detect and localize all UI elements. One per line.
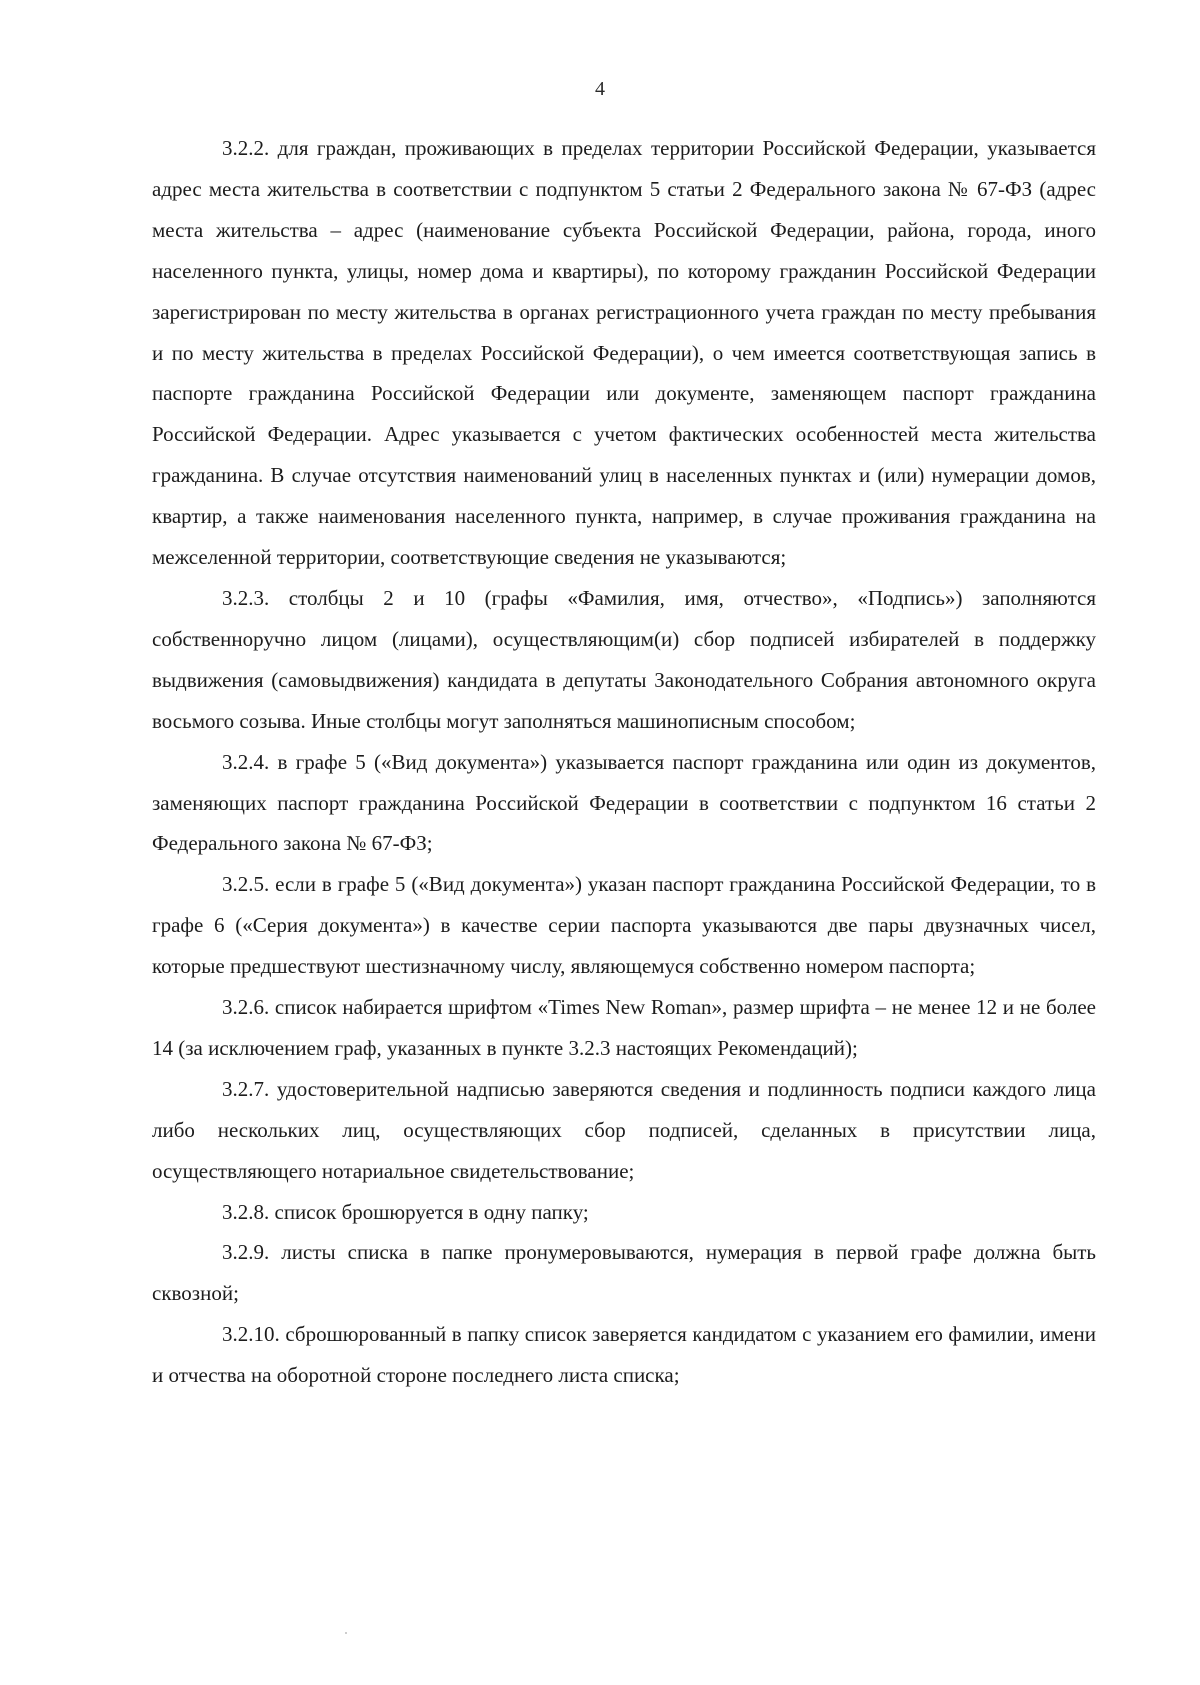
paragraph-3-2-5: 3.2.5. если в графе 5 («Вид документа») указан паспорт гражданина Российской Федерации, то в графе 6 («Серия документа») в качестве серии паспорта указываются две пары двузначных чисел, которые предшествуют шестизначному числу, являющемуся собственно номером паспорта; <box>152 872 1096 979</box>
paragraph-3-2-9: 3.2.9. листы списка в папке пронумеровываются, нумерация в первой графе должна быть сквозной; <box>152 1240 1096 1306</box>
paragraph-3-2-10: 3.2.10. сброшюрованный в папку список заверяется кандидатом с указанием его фамилии, имени и отчества на оборотной стороне последнего листа списка; <box>152 1322 1096 1388</box>
paragraph-3-2-8: 3.2.8. список брошюруется в одну папку; <box>222 1199 589 1224</box>
paragraph-3-2-3: 3.2.3. столбцы 2 и 10 (графы «Фамилия, имя, отчество», «Подпись») заполняются собственноручно лицом (лицами), осуществляющим(и) сбор подписей избирателей в поддержку выдвижения (самовыдвижения) кандидата в депутаты Законодательного Собрания автономного округа восьмого созыва. Иные столбцы могут заполняться машинописным способом; <box>152 585 1096 733</box>
paragraph-3-2-7: 3.2.7. удостоверительной надписью заверяются сведения и подлинность подписи каждого лица либо нескольких лиц, осуществляющих сбор подписей, сделанных в присутствии лица, осуществляющего нотариальное свидетельствование; <box>152 1076 1096 1183</box>
paragraph-3-2-2: 3.2.2. для граждан, проживающих в пределах территории Российской Федерации, указывается адрес места жительства в соответствии с подпунктом 5 статьи 2 Федерального закона № 67-ФЗ (адрес места жительства – адрес (наименование субъекта Российской Федерации, района, города, иного населенного пункта, улицы, номер дома и квартиры), по которому гражданин Российской Федерации зарегистрирован по месту жительства в органах регистрационного учета граждан по месту пребывания и по месту жительства в пределах Российской Федерации), о чем имеется соответствующая запись в паспорте гражданина Российской Федерации или документе, заменяющем паспорт гражданина Российской Федерации. Адрес указывается с учетом фактических особенностей места жительства гражданина. В случае отсутствия наименований улиц в населенных пунктах и (или) нумерации домов, квартир, а также наименования населенного пункта, например, в случае проживания гражданина на межселенной территории, соответствующие сведения не указываются; <box>152 136 1096 570</box>
scan-speck <box>345 1632 347 1634</box>
document-body <box>152 128 1096 1396</box>
paragraph-3-2-4: 3.2.4. в графе 5 («Вид документа») указывается паспорт гражданина или один из документов, заменяющих паспорт гражданина Российской Федерации в соответствии с подпунктом 16 статьи 2 Федерального закона № 67-ФЗ; <box>152 749 1096 856</box>
paragraph-3-2-6: 3.2.6. список набирается шрифтом «Times New Roman», размер шрифта – не менее 12 и не более 14 (за исключением граф, указанных в пункте 3.2.3 настоящих Рекомендаций); <box>152 995 1096 1060</box>
page-number: 4 <box>595 78 605 100</box>
